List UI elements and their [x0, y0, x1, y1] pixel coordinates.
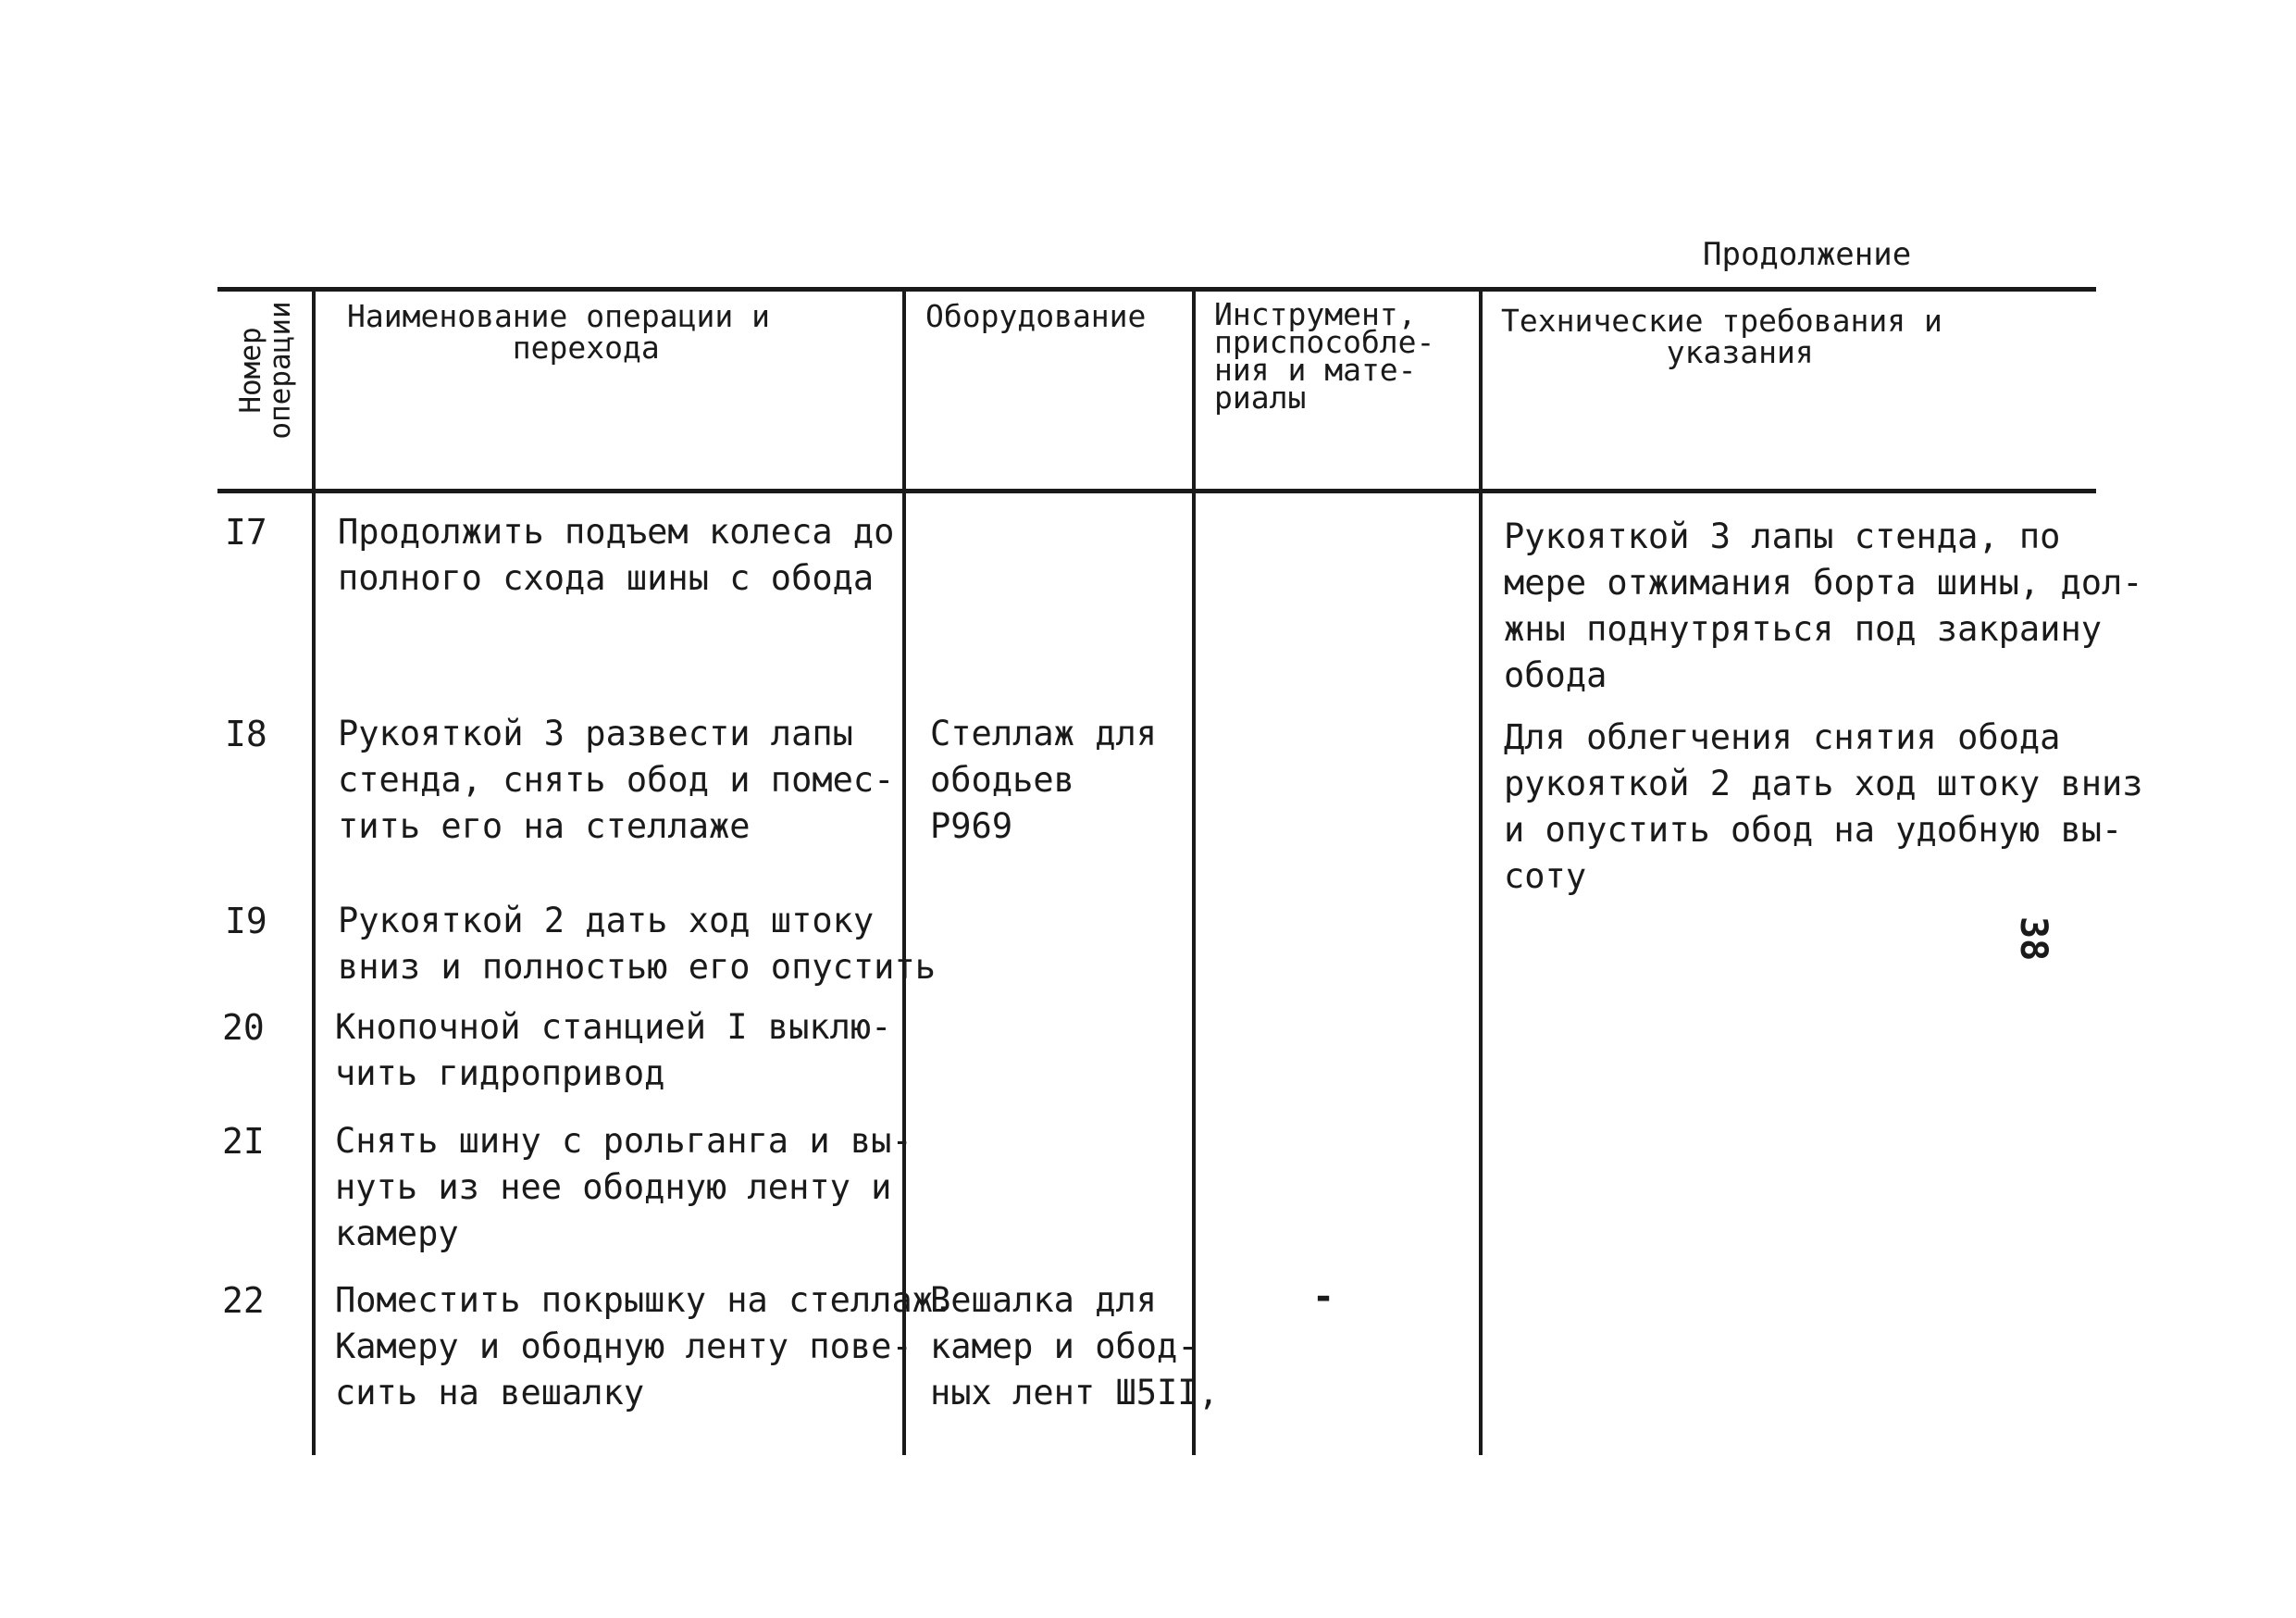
operation-name: Продолжить подъем колеса до полного схода шины с обода — [338, 512, 895, 598]
header-requirements: Технические требования и указания — [1501, 303, 1942, 370]
header-tools: Инструмент, приспособле- ния и мате- риалы — [1214, 296, 1435, 416]
table-top-rule — [217, 287, 2096, 292]
operation-name: Снять шину с рольганга и вы- нуть из нее ободную ленту и камеру — [335, 1121, 912, 1253]
operation-number: I9 — [225, 901, 267, 941]
column-divider — [312, 289, 316, 1455]
page-number: 38 — [2012, 916, 2054, 962]
header-equipment: Оборудование — [925, 298, 1147, 334]
operation-name: Рукояткой 3 развести лапы стенда, снять обод и помес- тить его на стеллаже — [338, 714, 895, 846]
requirements: Для облегчения снятия обода рукояткой 2 дать ход штоку вниз и опустить обод на удобную вы- соту — [1504, 717, 2143, 896]
operation-number: 20 — [222, 1007, 265, 1048]
requirements: Рукояткой 3 лапы стенда, по мере отжимания борта шины, дол- жны поднутряться под закраину обода — [1504, 517, 2143, 695]
header-operation-number: Номер операции — [234, 301, 297, 440]
tools-dash: - — [1312, 1276, 1335, 1318]
equipment: Стеллаж для ободьев Р969 — [930, 714, 1158, 846]
operation-number: 2I — [222, 1121, 265, 1162]
operation-name: Рукояткой 2 дать ход штоку вниз и полностью его опустить — [338, 901, 937, 987]
operation-number: I8 — [225, 714, 267, 754]
operation-name: Поместить покрышку на стеллаж. Камеру и ободную ленту пове- сить на вешалку — [335, 1280, 954, 1413]
header-operation-name: Наименование операции и перехода — [347, 298, 770, 366]
table-header-rule — [217, 489, 2096, 493]
continuation-label: Продолжение — [1703, 236, 1912, 273]
equipment: Вешалка для камер и обод- ных лент Ш5II, — [930, 1280, 1219, 1413]
operation-number: I7 — [225, 512, 267, 553]
operation-number: 22 — [222, 1280, 265, 1321]
operation-name: Кнопочной станцией I выклю- чить гидропривод — [335, 1007, 892, 1093]
column-divider — [1479, 289, 1483, 1455]
